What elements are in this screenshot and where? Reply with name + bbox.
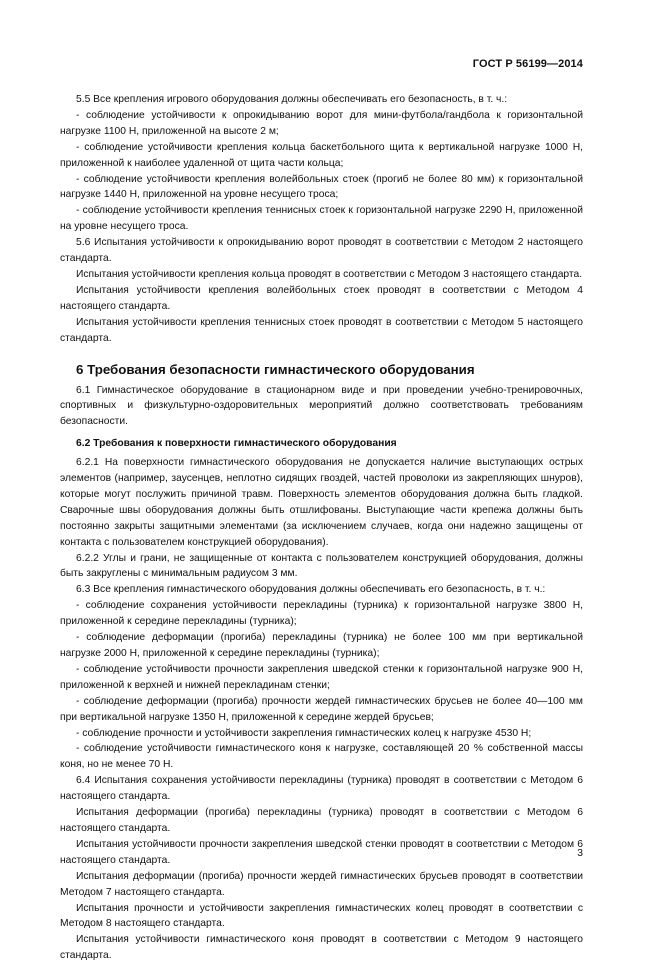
paragraph: Испытания устойчивости крепления волейбольных стоек проводят в соответствии с Методом 4 настоящего стандарта. xyxy=(60,284,583,312)
paragraph: 6.1 Гимнастическое оборудование в стационарном виде и при проведении учебно-тренировочных, спортивных и физкультурно-оздоровительных мероприятий должно соответствовать требованиям безопасности. xyxy=(60,384,583,428)
paragraph: 6.2.2 Углы и грани, не защищенные от контакта с пользователем конструкцией оборудования, должны быть закруглены с минимальным радиусом 3 мм. xyxy=(60,552,583,580)
paragraph: 5.6 Испытания устойчивости к опрокидыванию ворот проводят в соответствии с Методом 2 настоящего стандарта. xyxy=(60,237,583,265)
paragraph: Испытания устойчивости крепления теннисных стоек проводят в соответствии с Методом 5 настоящего стандарта. xyxy=(60,316,583,344)
paragraph: Испытания устойчивости гимнастического коня проводят в соответствии с Методом 9 настоящего стандарта. xyxy=(60,934,583,962)
section-6-intro xyxy=(60,383,583,431)
paragraph: 6.4 Испытания сохранения устойчивости перекладины (турника) проводят в соответствии с Методом 6 настоящего стандарта. xyxy=(60,775,583,803)
paragraph: - соблюдение устойчивости крепления теннисных стоек к горизонтальной нагрузке 2290 Н, приложенной на уровне несущего троса. xyxy=(60,205,583,233)
section-5-paragraphs xyxy=(60,92,583,347)
paragraph: Испытания деформации (прогиба) прочности жердей гимнастических брусьев проводят в соответствии Методом 7 настоящего стандарта. xyxy=(60,870,583,898)
paragraph: - соблюдение устойчивости крепления кольца баскетбольного щита к вертикальной нагрузке 1000 Н, приложенной к наиболее удаленной от щита части кольца; xyxy=(60,141,583,169)
paragraph: Испытания устойчивости крепления кольца проводят в соответствии с Методом 3 настоящего стандарта. xyxy=(76,268,583,280)
paragraph: - соблюдение устойчивости крепления волейбольных стоек (прогиб не более 80 мм) к горизонтальной нагрузке 1440 Н, приложенной на уровне несущего троса; xyxy=(60,173,583,201)
document-body xyxy=(60,92,583,964)
paragraph: - соблюдение сохранения устойчивости перекладины (турника) к горизонтальной нагрузке 3800 Н, приложенной к середине перекладины (турника); xyxy=(60,600,583,628)
paragraph: 5.5 Все крепления игрового оборудования должны обеспечивать его безопасность, в т. ч.: xyxy=(76,94,508,105)
paragraph: Испытания устойчивости прочности закрепления шведской стенки проводят в соответствии с Методом 6 настоящего стандарта. xyxy=(60,838,583,866)
section-6-heading: 6 Требования безопасности гимнастического оборудования xyxy=(76,361,475,377)
paragraph: - соблюдение устойчивости к опрокидыванию ворот для мини-футбола/гандбола к горизонтальной нагрузке 1100 Н, приложенной на высоте 2 м; xyxy=(60,109,583,137)
paragraph: Испытания деформации (прогиба) перекладины (турника) проводят в соответствии с Методом 6 настоящего стандарта. xyxy=(60,807,583,834)
document-header: ГОСТ Р 56199—2014 xyxy=(472,58,583,70)
paragraph: - соблюдение прочности и устойчивости закрепления гимнастических колец к нагрузке 4530 Н; xyxy=(76,727,532,739)
paragraph: Испытания прочности и устойчивости закрепления гимнастических колец проводят в соответствии с Методом 8 настоящего стандарта. xyxy=(60,902,583,930)
section-6-2-paragraphs xyxy=(60,455,583,964)
paragraph: 6.3 Все крепления гимнастического оборудования должны обеспечивать его безопасность, в т. ч.: xyxy=(76,584,546,596)
page-number: 3 xyxy=(577,848,583,859)
paragraph: - соблюдение деформации (прогиба) прочности жердей гимнастических брусьев не более 40—100 мм при вертикальной нагрузке 1350 Н, приложенной к середине жердей брусьев; xyxy=(60,695,583,723)
paragraph: - соблюдение деформации (прогиба) перекладины (турника) не более 100 мм при вертикальной нагрузке 2000 Н, приложенной к середине перекладины (турника); xyxy=(60,632,583,659)
paragraph: - соблюдение устойчивости гимнастического коня к нагрузке, составляющей 20 % собственной массы коня, но не менее 70 Н. xyxy=(60,743,583,771)
section-6-2-heading: 6.2 Требования к поверхности гимнастического оборудования xyxy=(76,438,397,450)
paragraph: - соблюдение устойчивости прочности закрепления шведской стенки к горизонтальной нагрузке 900 Н, приложенной к верхней и нижней перекладинам стенки; xyxy=(60,663,583,691)
paragraph: 6.2.1 На поверхности гимнастического оборудования не допускается наличие выступающих острых элементов (например, заусенцев, неплотно сидящих гвоздей, частей проволоки из закрепляющих шнуров), которые могут послужить причиной травм. Поверхность элементов оборудования должна быть гладкой. Сварочные швы оборудования должны быть отшлифованы. Выступающие части крепежа должны быть постоянно закрыты защитными элементами (за исключением случаев, когда они надежно защищены от контакта с пользователем конструкцией оборудования). xyxy=(60,457,583,548)
